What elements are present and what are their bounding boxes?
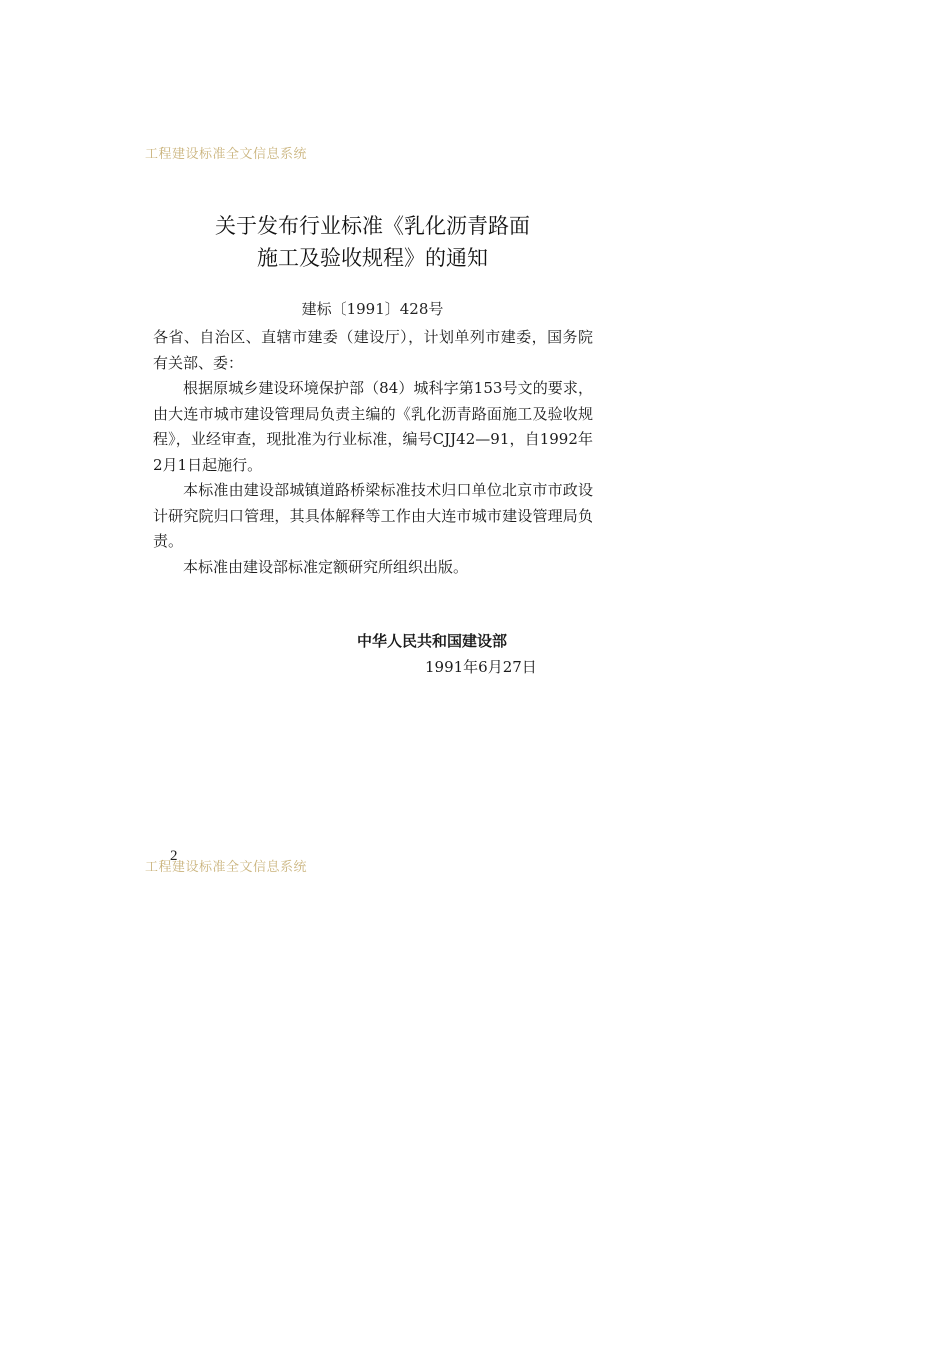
paragraph-1: 根据原城乡建设环境保护部（84）城科字第153号文的要求，由大连市城市建设管理局负责主编的《乳化沥青路面施工及验收规程》，业经审查，现批准为行业标准，编号CJJ42—91，自1992年2月1日起施行。 <box>153 379 593 474</box>
paragraph-2: 本标准由建设部城镇道路桥梁标准技术归口单位北京市市政设计研究院归口管理，其具体解释等工作由大连市城市建设管理局负责。 <box>153 481 593 550</box>
page-number: 2 <box>170 848 178 864</box>
page-title-line-1: 关于发布行业标准《乳化沥青路面 <box>215 214 530 238</box>
paragraph-3: 本标准由建设部标准定额研究所组织出版。 <box>183 557 469 576</box>
signing-authority: 中华人民共和国建设部 <box>357 632 508 650</box>
page-title-line-2: 施工及验收规程》的通知 <box>257 246 488 270</box>
watermark-top: 工程建设标准全文信息系统 <box>145 147 308 162</box>
notice-body <box>153 325 593 580</box>
watermark-bottom: 工程建设标准全文信息系统 <box>145 860 308 875</box>
document-number: 建标〔1991〕428号 <box>301 300 444 318</box>
salutation: 各省、自治区、直辖市建委（建设厅），计划单列市建委，国务院有关部、委： <box>153 328 593 372</box>
issue-date: 1991年6月27日 <box>425 658 537 676</box>
